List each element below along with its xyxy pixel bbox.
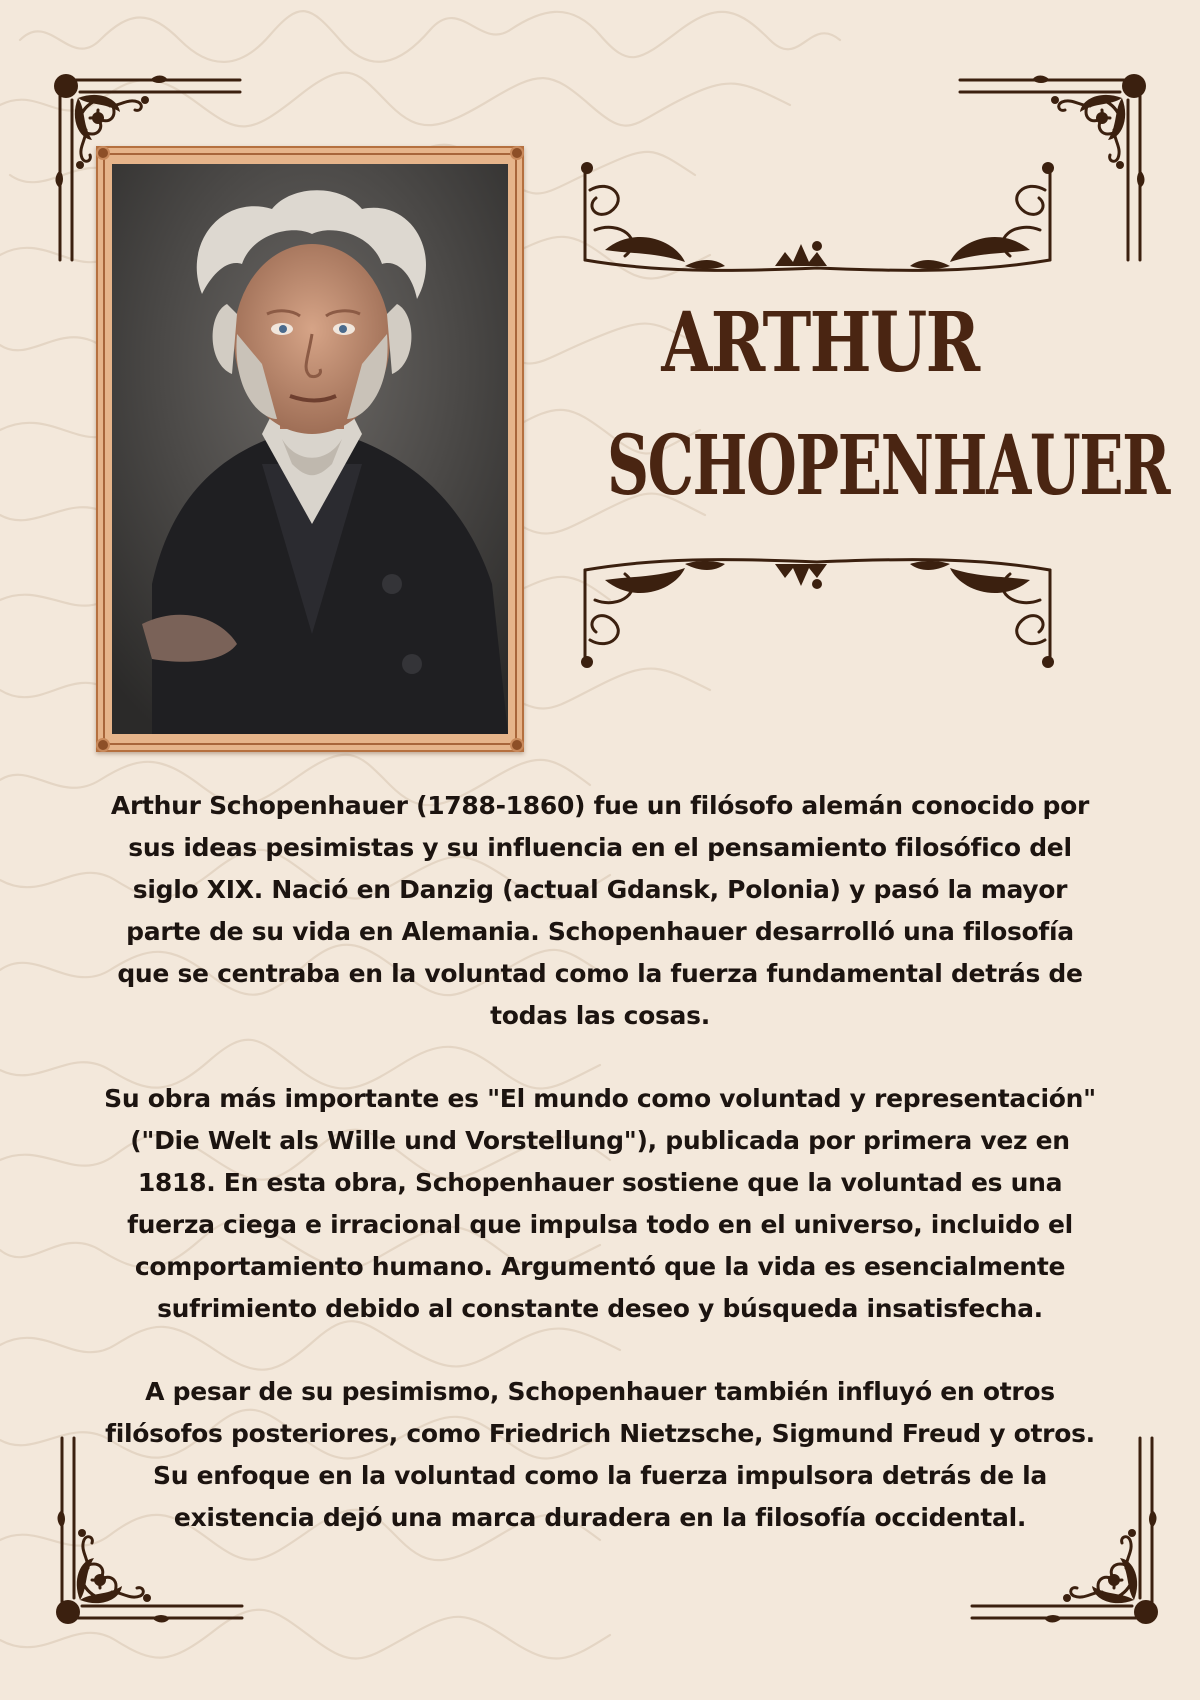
- frame-stud: [96, 738, 110, 752]
- title-line-1: ARTHUR: [661, 295, 979, 391]
- frame-stud: [510, 738, 524, 752]
- portrait-photo: [112, 164, 508, 734]
- flourish-divider-icon: [575, 545, 1060, 670]
- paragraph: Su obra más importante es "El mundo como voluntad y representación" ("Die Welt als Wille und Vorstellung"), publicada por primera vez en 1818. En esta obra, Schopenhauer sostiene que la voluntad es una fuerza ciega e irracional que impulsa todo en el universo, incluido el comportamiento humano. Argumentó que la vida es esencialmente sufrimiento debido al constante deseo y búsqueda insatisfecha.: [104, 1084, 1096, 1323]
- flourish-divider-icon: [575, 160, 1060, 285]
- page-title: [520, 285, 1170, 531]
- portrait-frame: [96, 146, 524, 752]
- paragraph: Arthur Schopenhauer (1788-1860) fue un filósofo alemán conocido por sus ideas pesimistas y su influencia en el pensamiento filosófico del siglo XIX. Nació en Danzig (actual Gdansk, Polonia) y pasó la mayor parte de su vida en Alemania. Schopenhauer desarrolló una filosofía que se centraba en la voluntad como la fuerza fundamental detrás de todas las cosas.: [110, 791, 1090, 1030]
- frame-stud: [510, 146, 524, 160]
- biography-text: [100, 785, 1100, 1580]
- paragraph: A pesar de su pesimismo, Schopenhauer también influyó en otros filósofos posteriores, como Friedrich Nietzsche, Sigmund Freud y otros. Su enfoque en la voluntad como la fuerza impulsora detrás de la existencia dejó una marca duradera en la filosofía occidental.: [105, 1377, 1095, 1532]
- frame-stud: [96, 146, 110, 160]
- title-line-2: SCHOPENHAUER: [607, 418, 1170, 514]
